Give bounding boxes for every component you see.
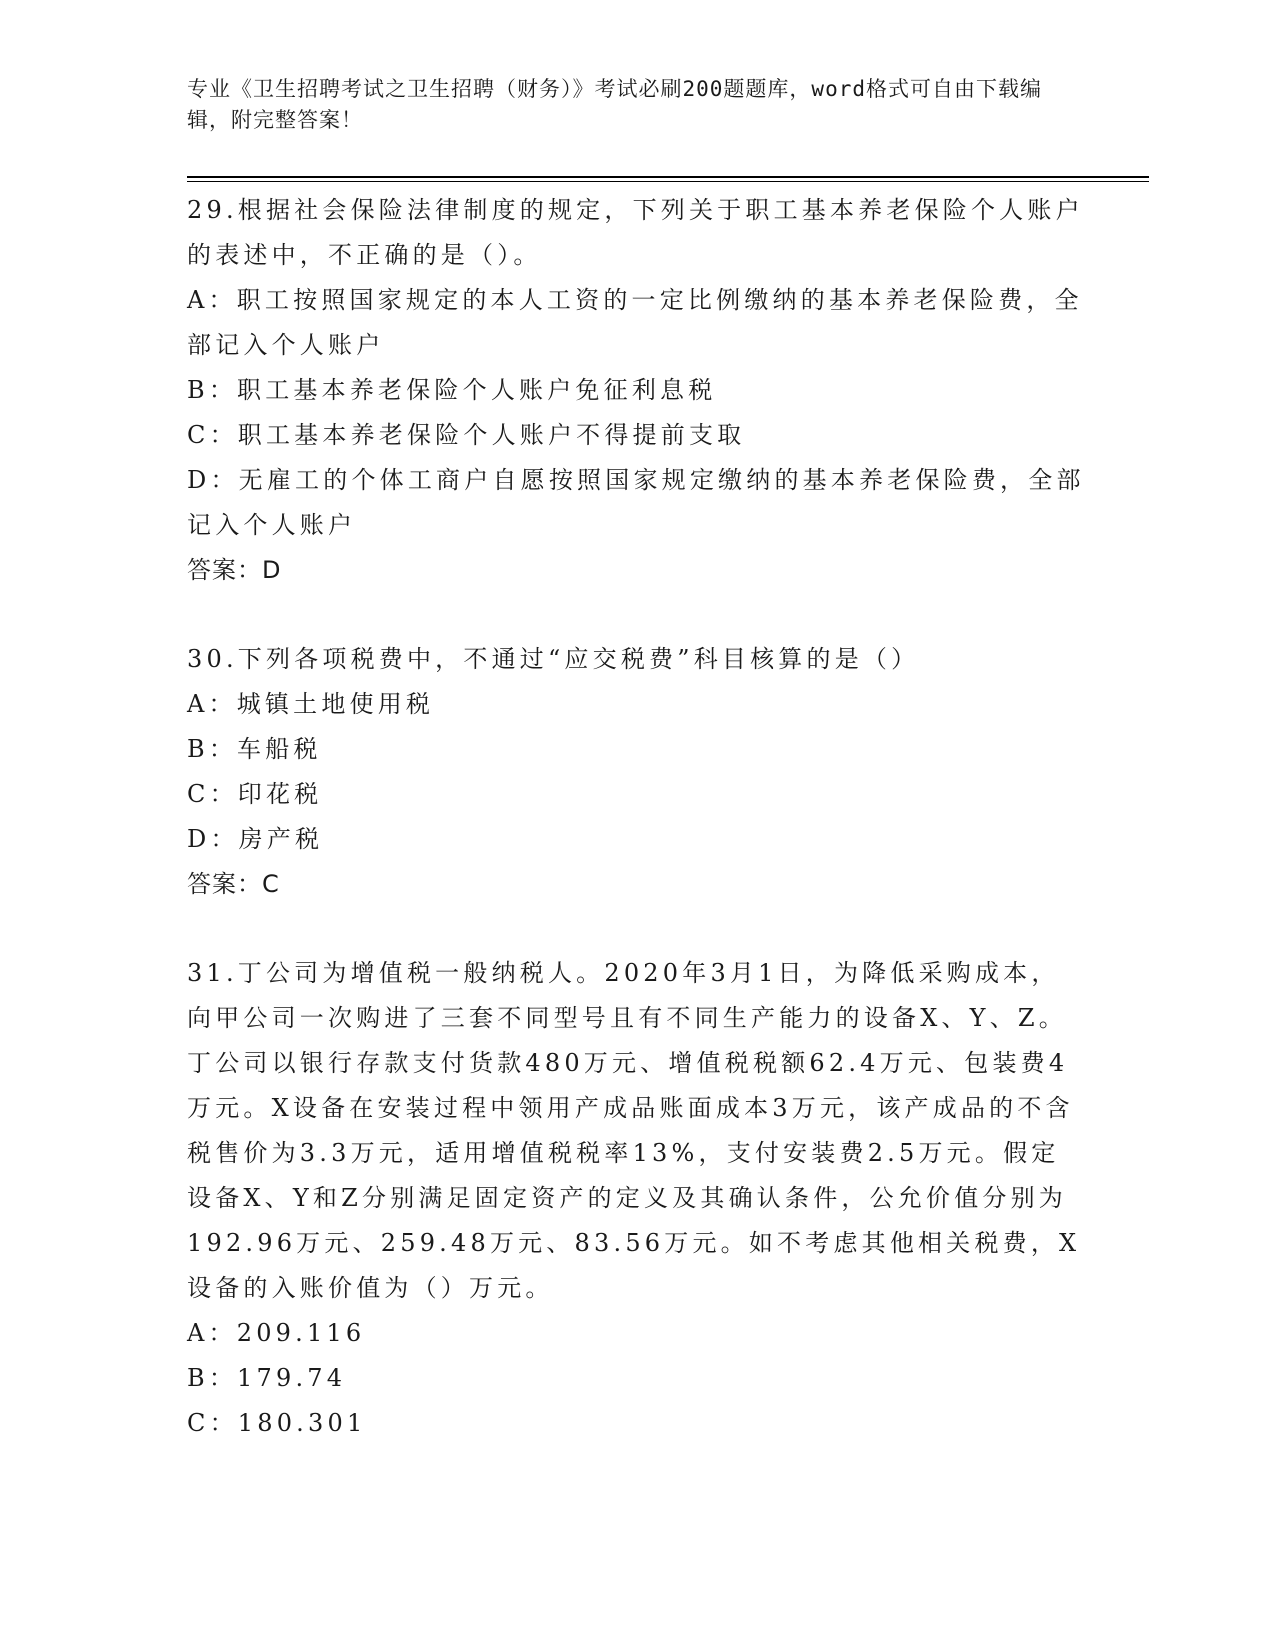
question-list: [187, 188, 1087, 1490]
option-b: B：179.74: [187, 1364, 347, 1392]
option-d: D：房产税: [187, 825, 324, 853]
option-c: C：职工基本养老保险个人账户不得提前支取: [187, 421, 746, 449]
question-stem: 29.根据社会保险法律制度的规定，下列关于职工基本养老保险个人账户的表述中，不正确的是（）。: [187, 196, 1084, 269]
option-a: A：职工按照国家规定的本人工资的一定比例缴纳的基本养老保险费，全部记入个人账户: [187, 286, 1083, 359]
answer: 答案：D: [187, 556, 282, 584]
answer: 答案：C: [187, 870, 280, 898]
question-stem: 31.丁公司为增值税一般纳税人。2020年3月1日，为降低采购成本，向甲公司一次购进了三套不同型号且有不同生产能力的设备X、Y、Z。丁公司以银行存款支付货款480万元、增值税税额62.4万元、包装费4万元。X设备在安装过程中领用产成品账面成本3万元，该产成品的不含税售价为3.3万元，适用增值税税率13%，支付安装费2.5万元。假定设备X、Y和Z分别满足固定资产的定义及其确认条件，公允价值分别为192.96万元、259.48万元、83.56万元。如不考虑其他相关税费，X设备的入账价值为（）万元。: [187, 959, 1081, 1302]
question-30: [187, 637, 1087, 907]
header-divider-thick: [187, 176, 1149, 178]
option-c: C：180.301: [187, 1409, 367, 1437]
option-c: C：印花税: [187, 780, 323, 808]
document-header: 专业《卫生招聘考试之卫生招聘（财务）》考试必刷200题题库，word格式可自由下载编辑，附完整答案！: [187, 77, 1042, 132]
question-31: [187, 951, 1087, 1446]
question-stem: 30.下列各项税费中，不通过“应交税费”科目核算的是（）: [187, 645, 920, 673]
option-b: B：车船税: [187, 735, 322, 763]
option-a: A：城镇土地使用税: [187, 690, 435, 718]
header-divider-thin: [187, 181, 1149, 182]
option-b: B：职工基本养老保险个人账户免征利息税: [187, 376, 717, 404]
question-29: [187, 188, 1087, 593]
option-d: D：无雇工的个体工商户自愿按照国家规定缴纳的基本养老保险费，全部记入个人账户: [187, 466, 1085, 539]
option-a: A：209.116: [187, 1319, 366, 1347]
